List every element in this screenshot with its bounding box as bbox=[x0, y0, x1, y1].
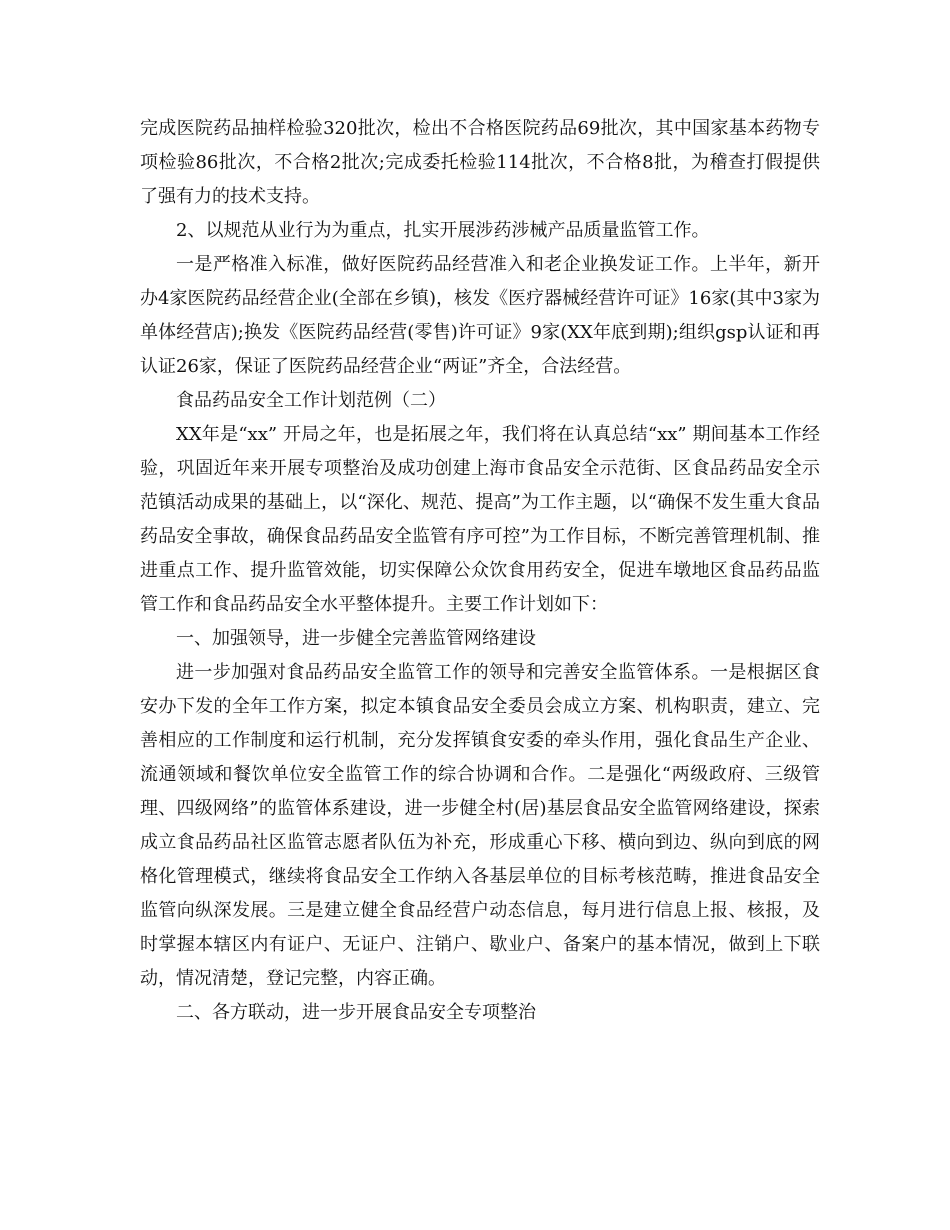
document-body bbox=[140, 112, 820, 1030]
paragraph-leadership: 进一步加强对食品药品安全监管工作的领导和完善安全监管体系。一是根据区食安办下发的全年工作方案，拟定本镇食品安全委员会成立方案、机构职责，建立、完善相应的工作制度和运行机制，充分发挥镇食安委的牵头作用，强化食品生产企业、流通领域和餐饮单位安全监管工作的综合协调和合作。二是强化“两级政府、三级管理、四级网络”的监管体系建设，进一步健全村(居)基层食品安全监管网络建设，探索成立食品药品社区监管志愿者队伍为补充，形成重心下移、横向到边、纵向到底的网格化管理模式，继续将食品安全工作纳入各基层单位的目标考核范畴，推进食品安全监管向纵深发展。三是建立健全食品经营户动态信息，每月进行信息上报、核报，及时掌握本辖区内有证户、无证户、注销户、歇业户、备案户的基本情况，做到上下联动，情况清楚，登记完整，内容正确。 bbox=[140, 662, 820, 989]
paragraph-continuation: 完成医院药品抽样检验320批次，检出不合格医院药品69批次，其中国家基本药物专项检验86批次，不合格2批次;完成委托检验114批次，不合格8批，为稽查打假提供了强有力的技术支持。 bbox=[140, 118, 820, 207]
paragraph-heading-2: 2、以规范从业行为为重点，扎实开展涉药涉械产品质量监管工作。 bbox=[176, 220, 710, 241]
paragraph-intro: XX年是“xx” 开局之年，也是拓展之年，我们将在认真总结“xx” 期间基本工作经验，巩固近年来开展专项整治及成功创建上海市食品安全示范街、区食品药品安全示范镇活动成果的基础上，以“深化、规范、提高”为工作主题，以“确保不发生重大食品药品安全事故，确保食品药品安全监管有序可控”为工作目标，不断完善管理机制、推进重点工作、提升监管效能，切实保障公众饮食用药安全，促进车墩地区食品药品监管工作和食品药品安全水平整体提升。主要工作计划如下： bbox=[140, 424, 820, 615]
heading-one: 一、加强领导，进一步健全完善监管网络建设 bbox=[176, 628, 536, 649]
paragraph-market-access: 一是严格准入标准，做好医院药品经营准入和老企业换发证工作。上半年，新开办4家医院药品经营企业(全部在乡镇)，核发《医疗器械经营许可证》16家(其中3家为单体经营店);换发《医院药品经营(零售)许可证》9家(XX年底到期);组织gsp认证和再认证26家，保证了医院药品经营企业“两证”齐全，合法经营。 bbox=[140, 254, 820, 377]
heading-two: 二、各方联动，进一步开展食品安全专项整治 bbox=[176, 1002, 536, 1023]
section-title: 食品药品安全工作计划范例（二） bbox=[176, 390, 446, 411]
